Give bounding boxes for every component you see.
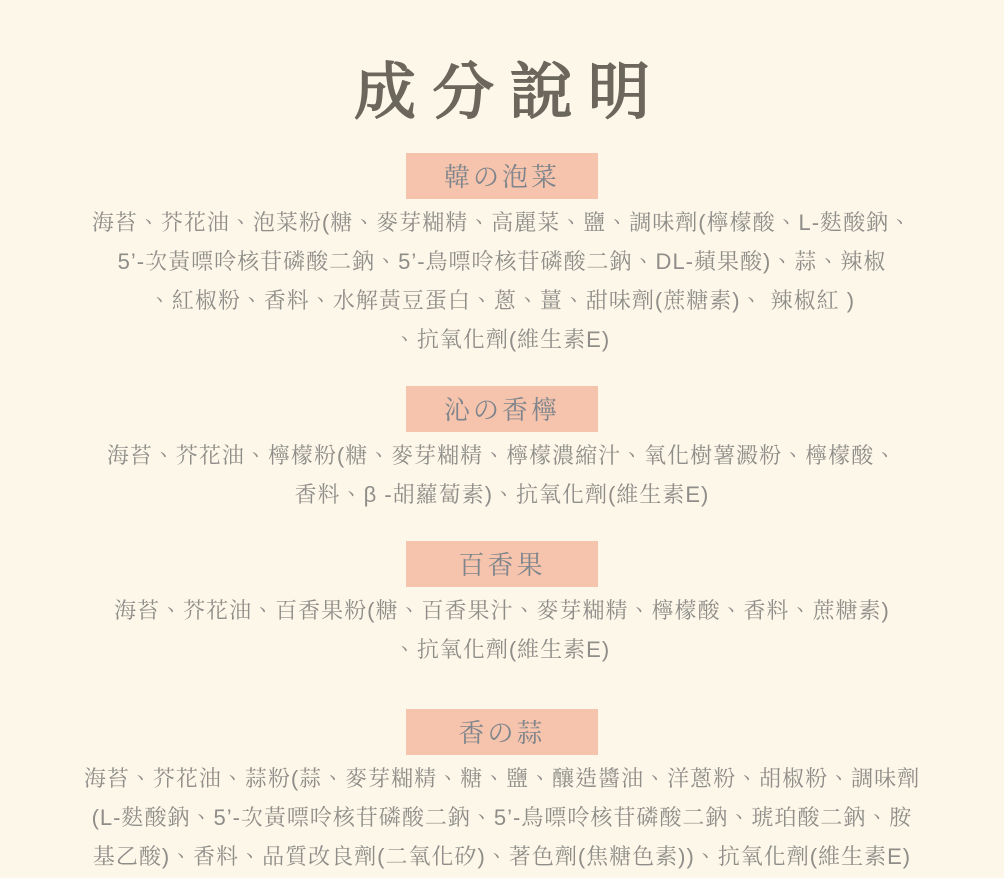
ingredient-line: 香料、β -胡蘿蔔素)、抗氧化劑(維生素E) — [294, 482, 710, 507]
ingredient-line: (L-麩酸鈉、5’-次黃嘌呤核苷磷酸二鈉、5’-鳥嘌呤核苷磷酸二鈉、琥珀酸二鈉、胺 — [91, 805, 913, 830]
ingredient-line: 、抗氧化劑(維生素E) — [393, 637, 611, 662]
ingredient-line: 、紅椒粉、香料、水解黃豆蛋白、蔥、薑、甜味劑(蔗糖素)、 辣椒紅 ) — [148, 288, 856, 313]
flavor-section-garlic — [0, 709, 1004, 876]
ingredient-text-garlic — [0, 759, 1004, 876]
ingredient-text-lemon — [0, 436, 1004, 514]
ingredient-line: 海苔、芥花油、百香果粉(糖、百香果汁、麥芽糊精、檸檬酸、香料、蔗糖素) — [114, 598, 890, 623]
ingredient-text-passionfruit — [0, 591, 1004, 669]
flavor-badge-kimchi: 韓の泡菜 — [406, 153, 598, 199]
ingredient-line: 、抗氧化劑(維生素E) — [393, 327, 611, 352]
flavor-section-lemon — [0, 386, 1004, 514]
flavor-badge-lemon: 沁の香檸 — [406, 386, 598, 432]
flavor-badge-passionfruit: 百香果 — [406, 541, 598, 587]
ingredient-line: 海苔、芥花油、泡菜粉(糖、麥芽糊精、高麗菜、鹽、調味劑(檸檬酸、L-麩酸鈉、 — [91, 210, 913, 235]
ingredient-line: 基乙酸)、香料、品質改良劑(二氧化矽)、著色劑(焦糖色素))、抗氧化劑(維生素E) — [92, 844, 912, 869]
ingredient-line: 5’-次黃嘌呤核苷磷酸二鈉、5’-鳥嘌呤核苷磷酸二鈉、DL-蘋果酸)、蒜、辣椒 — [117, 249, 887, 274]
ingredient-line: 海苔、芥花油、檸檬粉(糖、麥芽糊精、檸檬濃縮汁、氧化樹薯澱粉、檸檬酸、 — [106, 443, 898, 468]
page-title: 成分說明 — [353, 58, 666, 127]
flavor-section-kimchi — [0, 153, 1004, 359]
ingredient-line: 海苔、芥花油、蒜粉(蒜、麥芽糊精、糖、鹽、釀造醬油、洋蔥粉、胡椒粉、調味劑 — [83, 766, 921, 791]
ingredient-text-kimchi — [0, 203, 1004, 359]
flavor-section-passionfruit — [0, 541, 1004, 669]
flavor-badge-garlic: 香の蒜 — [406, 709, 598, 755]
